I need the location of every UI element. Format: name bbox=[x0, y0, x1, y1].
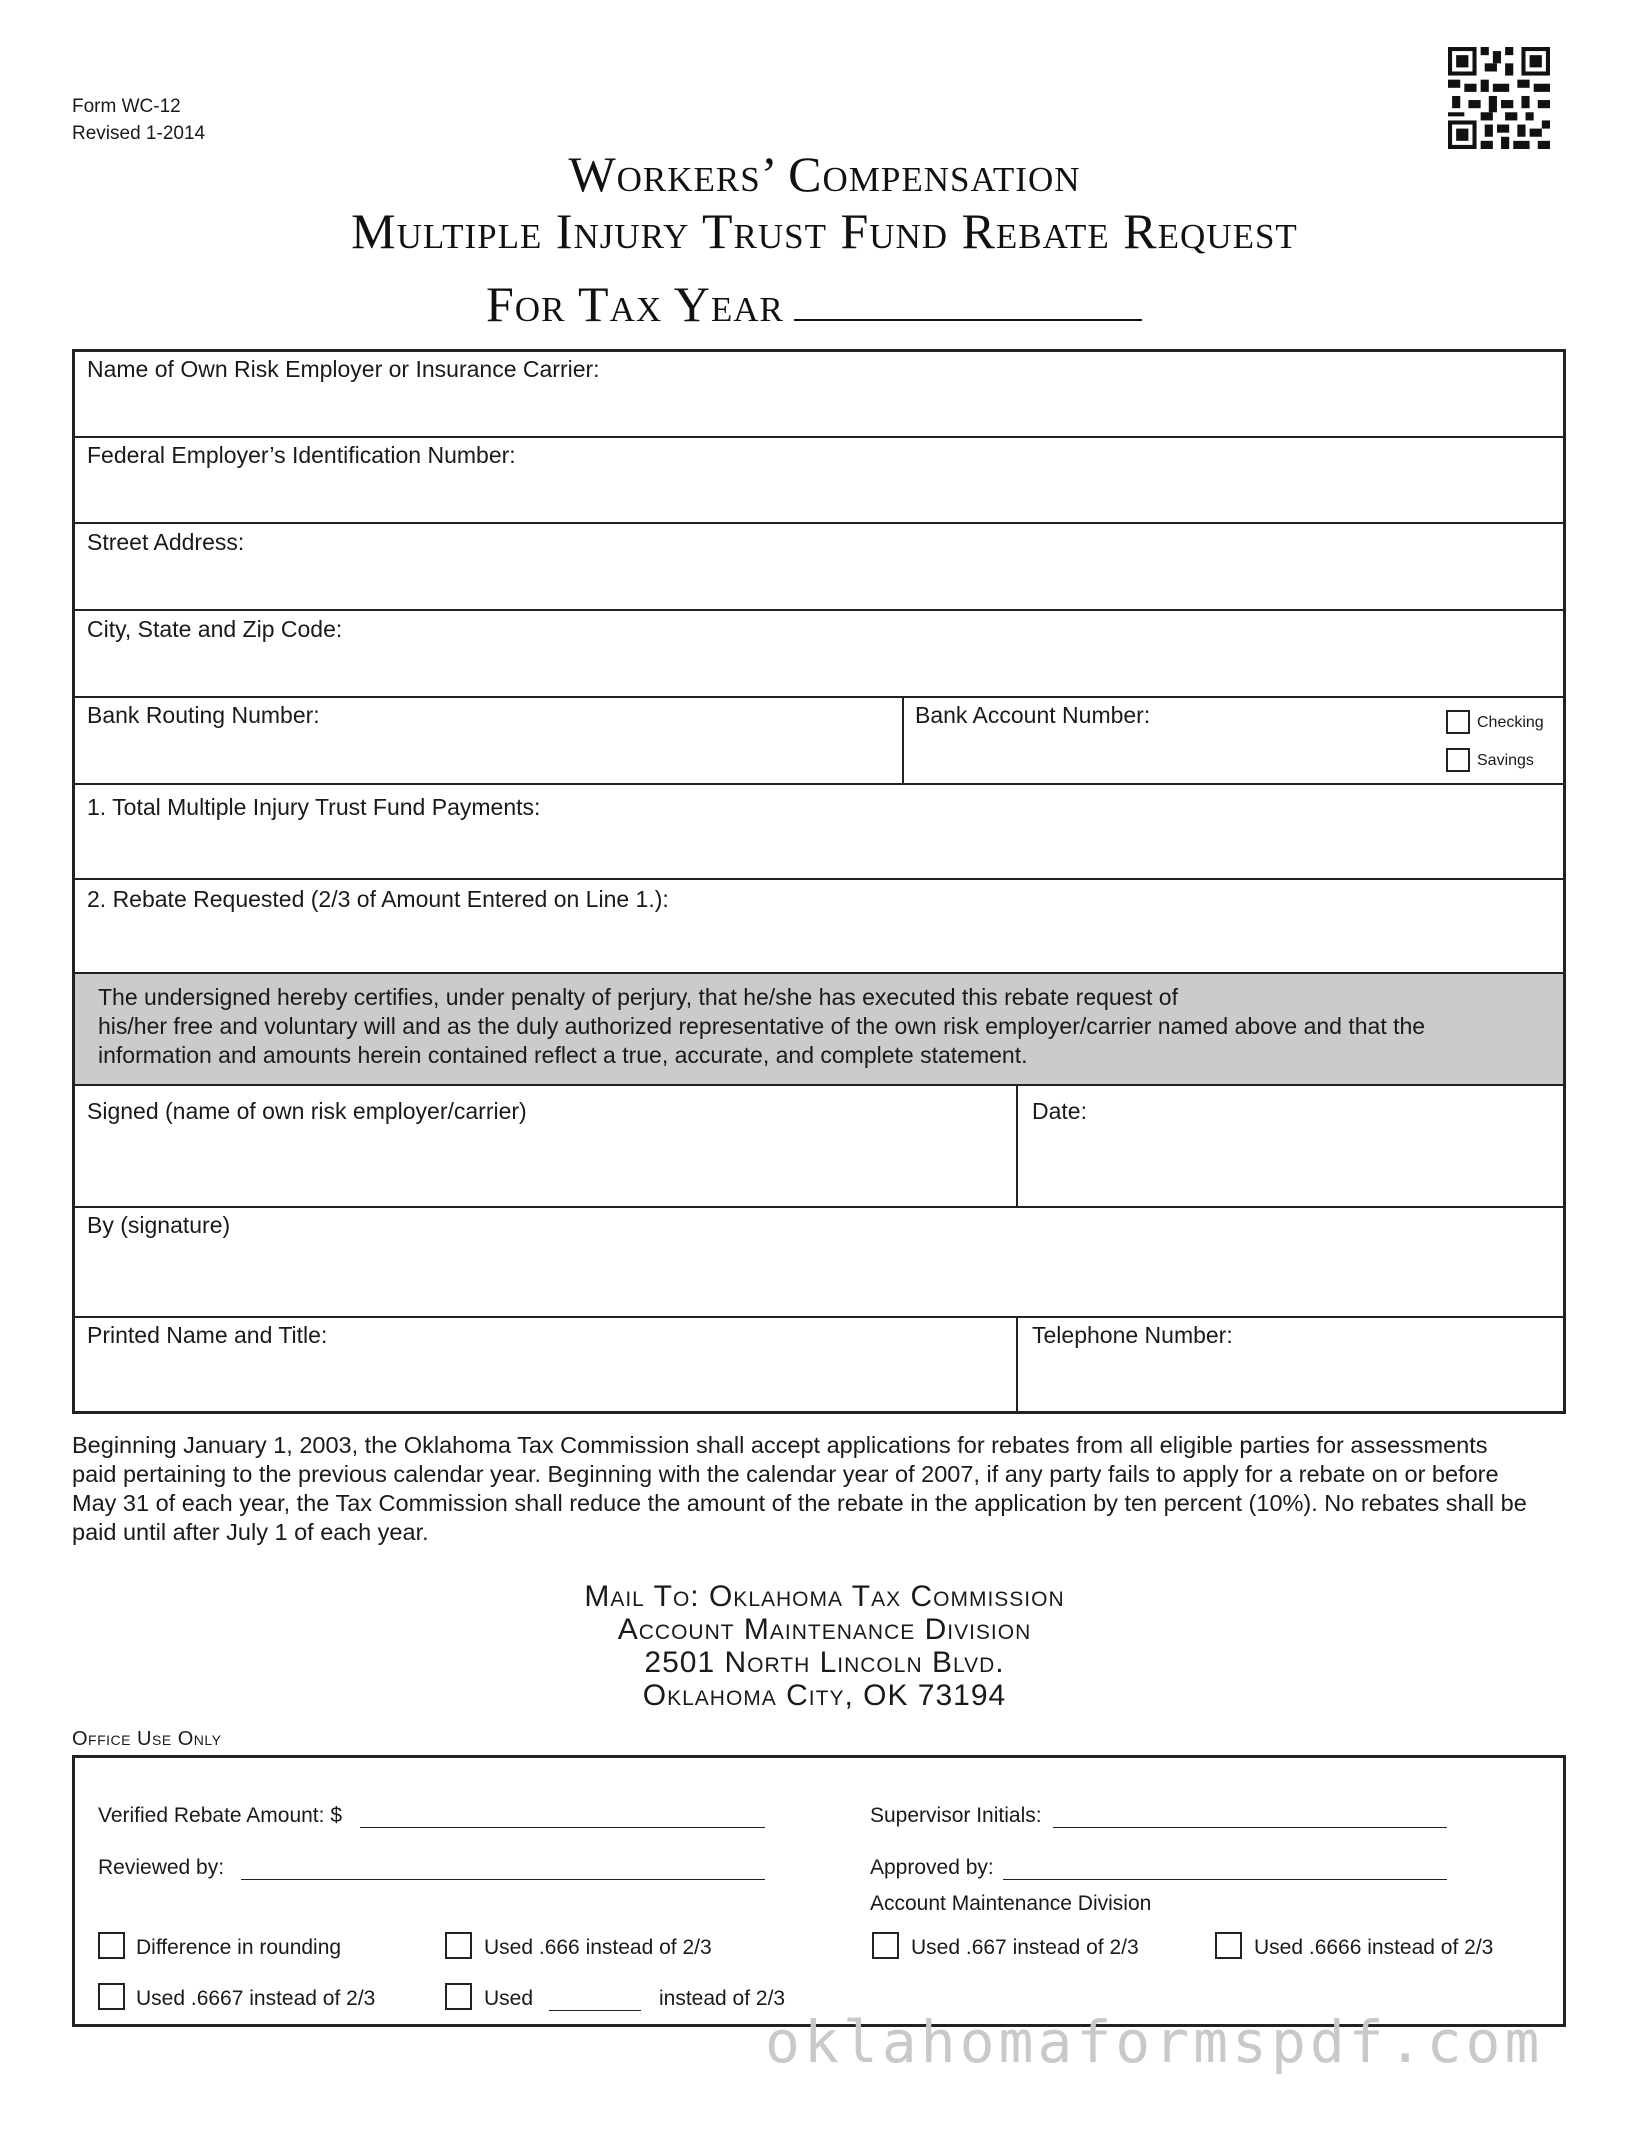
mail-line: Account Maintenance Division bbox=[617, 1613, 1032, 1646]
divider bbox=[1016, 1316, 1018, 1414]
used-667-label: Used .667 instead of 2/3 bbox=[911, 1936, 1139, 1959]
line1-label: 1. Total Multiple Injury Trust Fund Payments: bbox=[87, 794, 541, 820]
used-other-checkbox[interactable] bbox=[445, 1983, 472, 2010]
printed-name-label: Printed Name and Title: bbox=[87, 1322, 328, 1348]
used-other-label: Used bbox=[484, 1987, 534, 2010]
title-line-1: Workers’ Compensation bbox=[568, 146, 1081, 202]
office-use-title: Office Use Only bbox=[72, 1728, 222, 1750]
used-667-checkbox[interactable] bbox=[872, 1932, 899, 1959]
form-number: Form WC-12 bbox=[72, 96, 181, 117]
mail-line: Mail To: Oklahoma Tax Commission bbox=[584, 1580, 1065, 1613]
city-state-zip-label: City, State and Zip Code: bbox=[87, 616, 343, 642]
routing-label: Bank Routing Number: bbox=[87, 702, 320, 728]
verified-amount-label: Verified Rebate Amount: $ bbox=[98, 1804, 342, 1827]
supervisor-initials-label: Supervisor Initials: bbox=[870, 1804, 1042, 1827]
notice-line: paid until after July 1 of each year. bbox=[72, 1519, 429, 1545]
savings-checkbox[interactable] bbox=[1446, 748, 1470, 772]
line2-label: 2. Rebate Requested (2/3 of Amount Entered on Line 1.): bbox=[87, 886, 669, 912]
tax-year-label: For Tax Year bbox=[486, 276, 784, 332]
divider bbox=[902, 696, 904, 783]
certification-line: information and amounts herein contained reflect a true, accurate, and complete statement. bbox=[98, 1042, 1028, 1068]
mail-line: Oklahoma City, OK 73194 bbox=[642, 1679, 1007, 1712]
fein-label: Federal Employer’s Identification Number: bbox=[87, 442, 516, 468]
divider bbox=[1016, 1084, 1018, 1208]
notice-line: paid pertaining to the previous calendar year. Beginning with the calendar year of 2007, if any party fails to apply for a rebate on or before bbox=[72, 1461, 1499, 1487]
rounding-checkbox[interactable] bbox=[98, 1932, 125, 1959]
by-signature-label: By (signature) bbox=[87, 1212, 231, 1238]
used-6667-label: Used .6667 instead of 2/3 bbox=[136, 1987, 376, 2010]
divider bbox=[75, 436, 1563, 438]
divider bbox=[75, 522, 1563, 524]
form-revised: Revised 1-2014 bbox=[72, 123, 206, 144]
checking-label: Checking bbox=[1477, 714, 1544, 731]
watermark: oklahomaformspdf.com bbox=[765, 2008, 1544, 2076]
savings-label: Savings bbox=[1477, 752, 1534, 769]
mail-line: 2501 North Lincoln Blvd. bbox=[644, 1646, 1005, 1679]
used-6666-checkbox[interactable] bbox=[1215, 1932, 1242, 1959]
used-666-checkbox[interactable] bbox=[445, 1932, 472, 1959]
divider bbox=[75, 696, 1563, 698]
checking-checkbox[interactable] bbox=[1446, 710, 1470, 734]
reviewed-by-label: Reviewed by: bbox=[98, 1856, 225, 1879]
certification-line: The undersigned hereby certifies, under penalty of perjury, that he/she has executed this rebate request of bbox=[98, 984, 1178, 1010]
tax-year-heading bbox=[486, 275, 1142, 333]
used-other-line[interactable] bbox=[549, 2010, 641, 2011]
divider bbox=[75, 609, 1563, 611]
supervisor-initials-line[interactable] bbox=[1053, 1827, 1447, 1828]
used-666-label: Used .666 instead of 2/3 bbox=[484, 1936, 712, 1959]
form-id bbox=[72, 93, 205, 147]
rounding-label: Difference in rounding bbox=[136, 1936, 342, 1959]
used-6666-label: Used .6666 instead of 2/3 bbox=[1254, 1936, 1494, 1959]
divider bbox=[75, 878, 1563, 880]
notice-text bbox=[72, 1431, 1572, 1547]
used-other-suffix: instead of 2/3 bbox=[659, 1987, 786, 2010]
street-label: Street Address: bbox=[87, 529, 245, 555]
division-label: Account Maintenance Division bbox=[870, 1892, 1152, 1915]
main-form bbox=[72, 349, 1566, 1414]
approved-by-label: Approved by: bbox=[870, 1856, 994, 1879]
account-label: Bank Account Number: bbox=[915, 702, 1151, 728]
divider bbox=[75, 1084, 1563, 1086]
mailing-address bbox=[0, 1580, 1649, 1712]
divider bbox=[75, 1316, 1563, 1318]
title-line-2: Multiple Injury Trust Fund Rebate Request bbox=[351, 203, 1298, 259]
office-use-box bbox=[72, 1755, 1566, 2027]
signed-label: Signed (name of own risk employer/carrier) bbox=[87, 1098, 527, 1124]
tax-year-field[interactable] bbox=[794, 279, 1142, 321]
approved-by-line[interactable] bbox=[1003, 1879, 1447, 1880]
certification-text bbox=[98, 983, 1538, 1070]
verified-amount-line[interactable] bbox=[360, 1827, 765, 1828]
certification-line: his/her free and voluntary will and as the duly authorized representative of the own risk employer/carrier named above and that the bbox=[98, 1013, 1426, 1039]
date-label: Date: bbox=[1032, 1098, 1087, 1124]
reviewed-by-line[interactable] bbox=[241, 1879, 765, 1880]
employer-name-label: Name of Own Risk Employer or Insurance Carrier: bbox=[87, 356, 600, 382]
divider bbox=[75, 783, 1563, 785]
divider bbox=[75, 1206, 1563, 1208]
telephone-label: Telephone Number: bbox=[1032, 1322, 1233, 1348]
qr-code-icon bbox=[1448, 47, 1550, 149]
notice-line: May 31 of each year, the Tax Commission shall reduce the amount of the rebate in the application by ten percent (10%). No rebates shall be bbox=[72, 1490, 1527, 1516]
notice-line: Beginning January 1, 2003, the Oklahoma Tax Commission shall accept applications for rebates from all eligible parties for assessments bbox=[72, 1432, 1488, 1458]
used-6667-checkbox[interactable] bbox=[98, 1983, 125, 2010]
